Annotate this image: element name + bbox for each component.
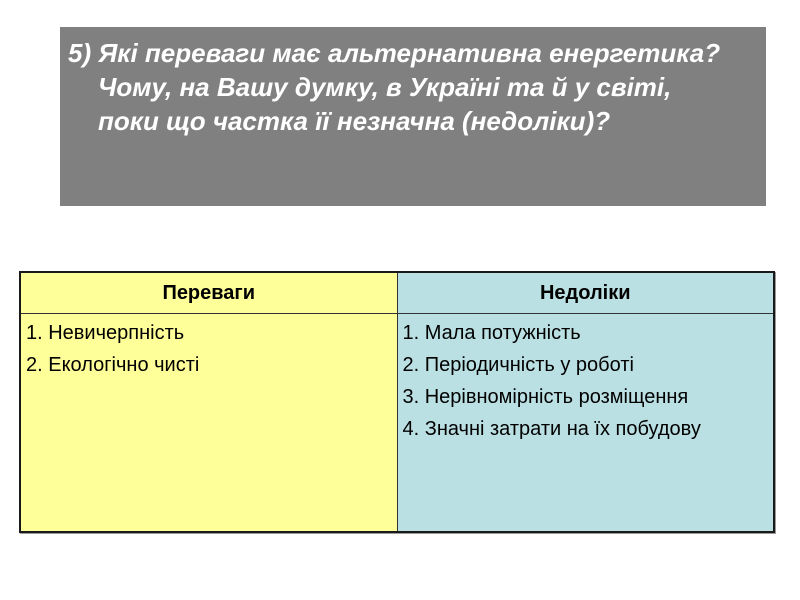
header-cons: Недоліки xyxy=(397,273,773,314)
comparison-table xyxy=(21,273,773,531)
pros-item: 1. Невичерпність xyxy=(26,322,185,344)
pros-cell xyxy=(21,314,397,532)
header-pros: Переваги xyxy=(21,273,397,314)
cons-item: 4. Значні затрати на їх побудову xyxy=(402,418,701,440)
question-box xyxy=(60,27,766,206)
cons-item: 3. Нерівномірність розміщення xyxy=(402,386,689,408)
question-text: 5) Які переваги має альтернативна енергетика? Чому, на Вашу думку, в Україні та й у світі, поки що частка її незначна (недоліки)? xyxy=(68,38,721,136)
cons-cell xyxy=(397,314,773,532)
cons-list xyxy=(403,317,774,445)
table-row xyxy=(21,314,773,532)
cons-item: 2. Періодичність у роботі xyxy=(402,354,634,376)
pros-item: 2. Екологічно чисті xyxy=(26,354,200,376)
table-header-row xyxy=(21,273,773,314)
pros-list xyxy=(26,317,397,381)
cons-item: 1. Мала потужність xyxy=(402,322,581,344)
comparison-table-frame xyxy=(19,271,775,533)
